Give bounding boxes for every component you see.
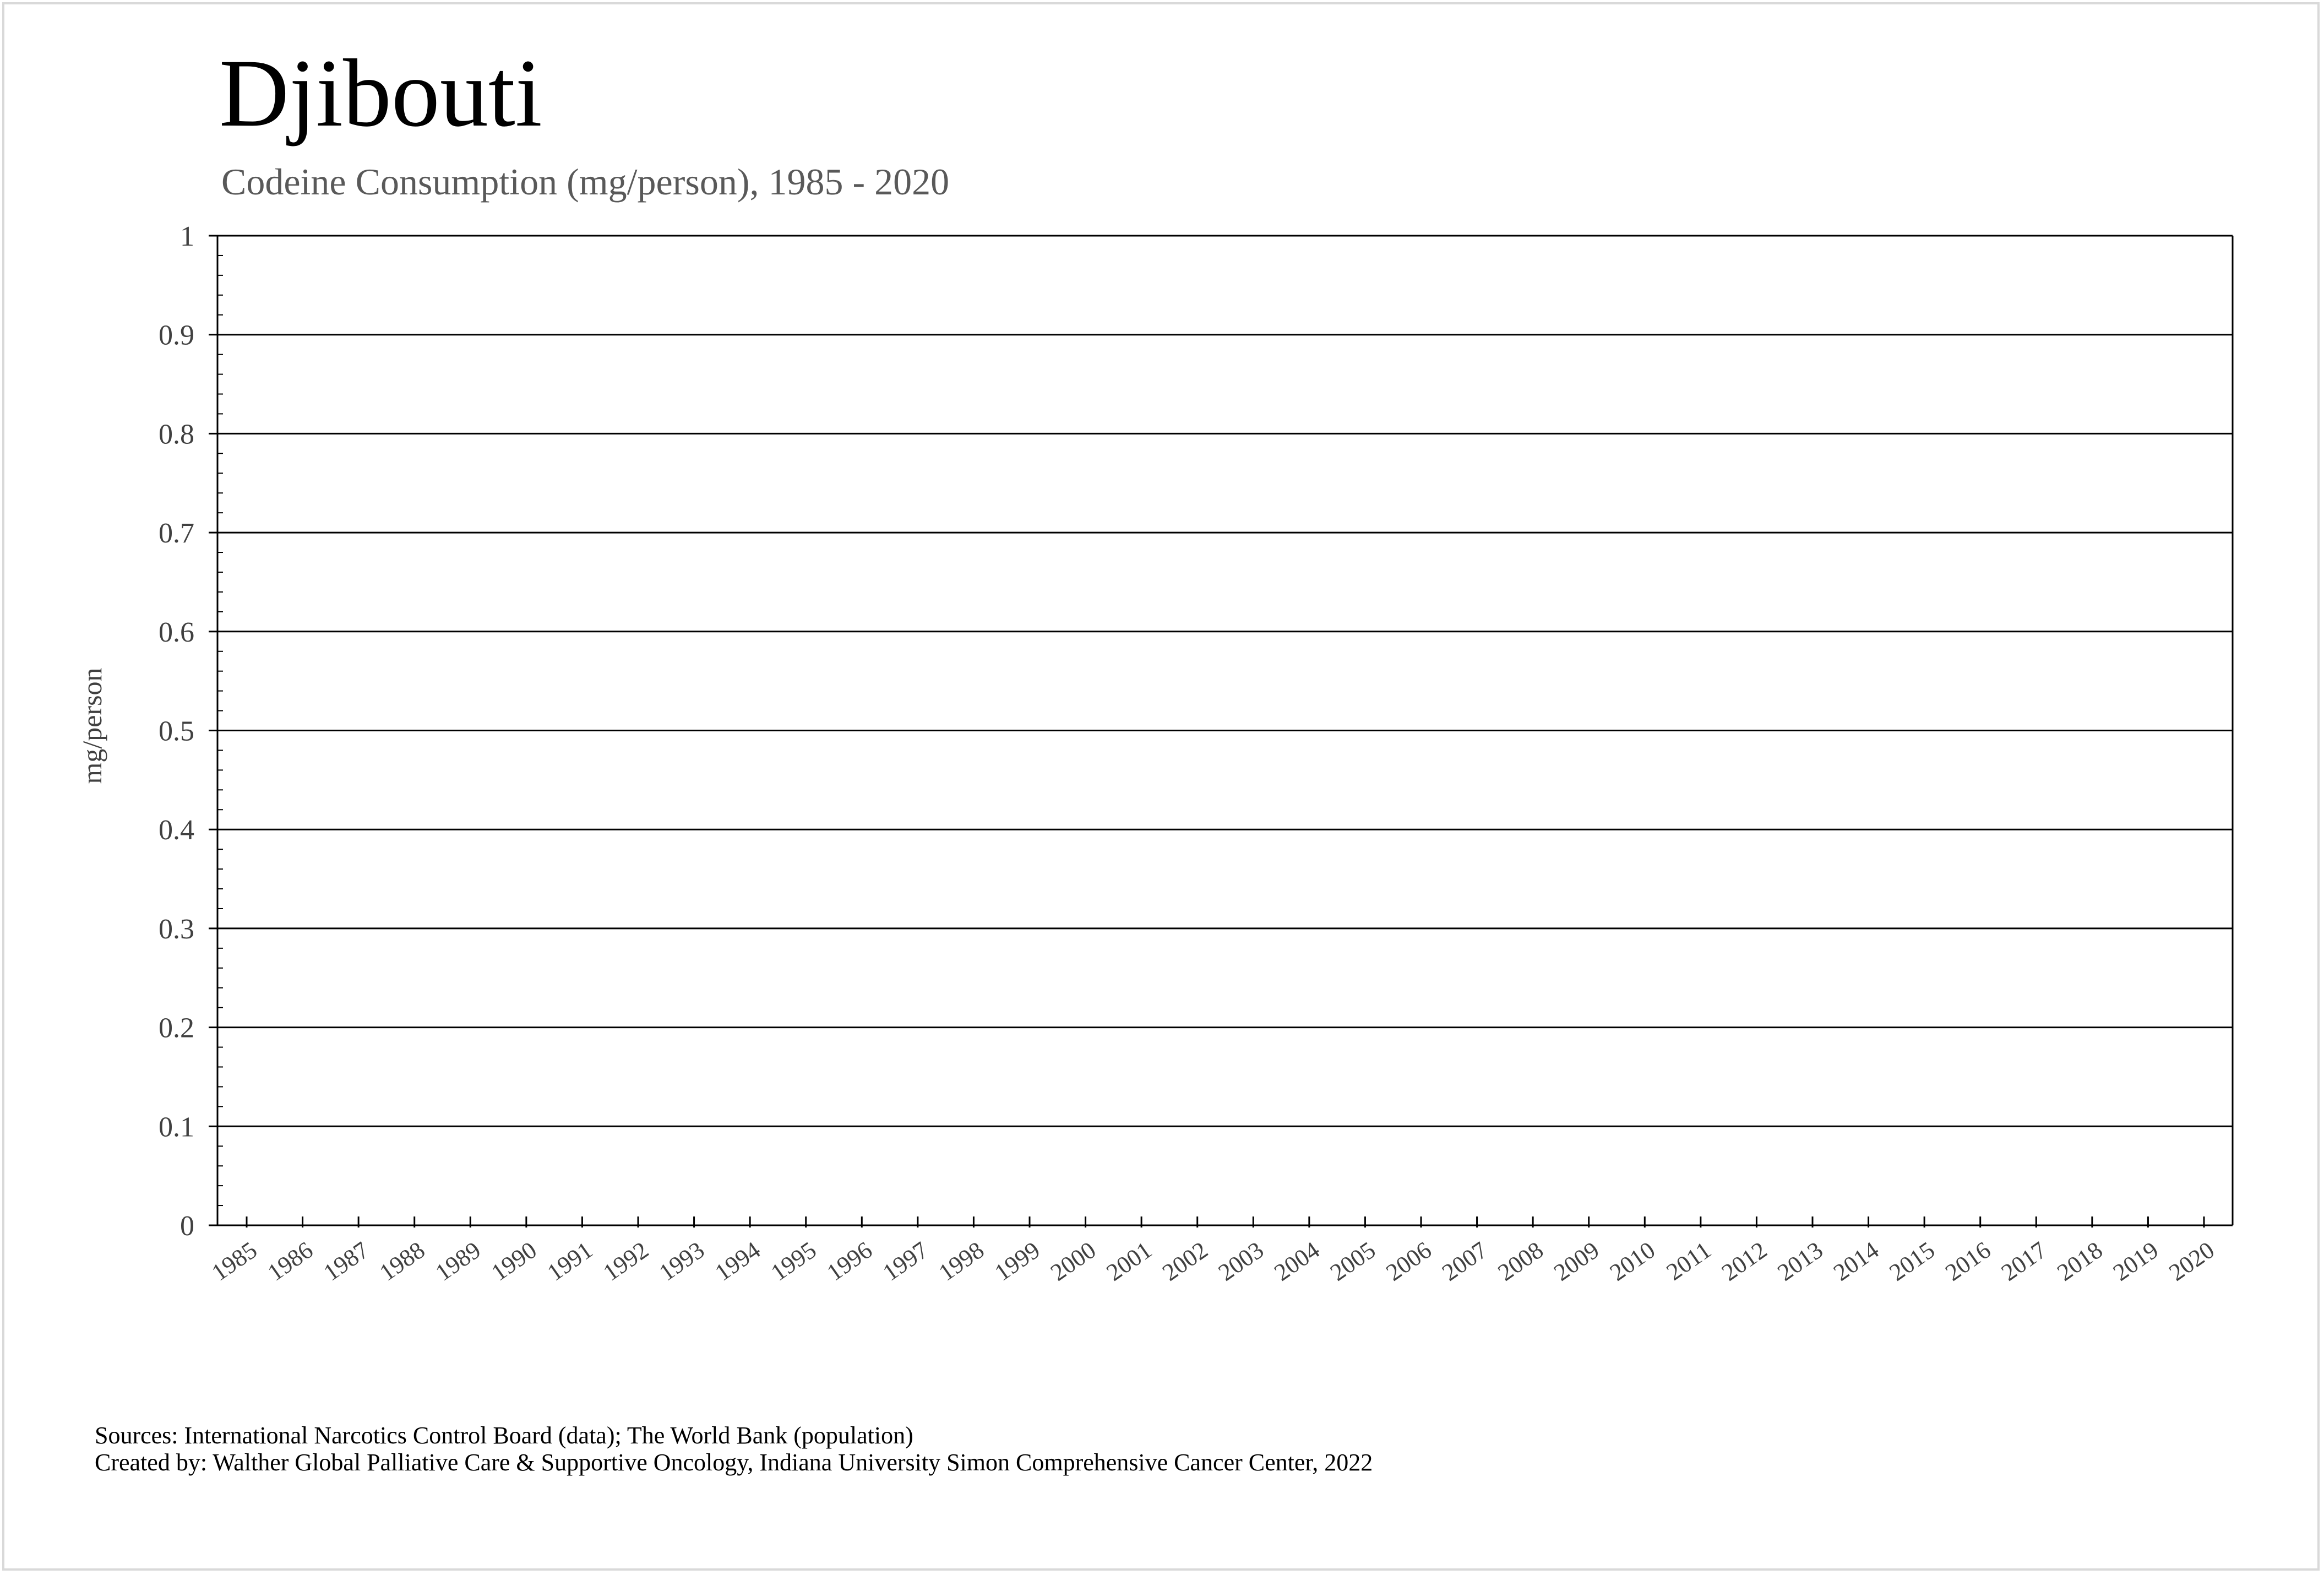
x-tick-label: 1992 (598, 1236, 654, 1286)
x-tick-label: 1995 (766, 1236, 821, 1286)
x-tick-label: 1986 (263, 1236, 318, 1286)
x-tick-label: 2019 (2108, 1236, 2164, 1286)
x-tick-label: 2011 (1661, 1236, 1716, 1286)
x-tick-label: 2012 (1716, 1236, 1772, 1286)
y-tick-label: 0.8 (159, 419, 194, 450)
x-tick-label: 1999 (989, 1236, 1045, 1286)
y-tick-label: 0.4 (159, 814, 194, 846)
x-tick-label: 1993 (654, 1236, 710, 1286)
x-tick-label: 2009 (1549, 1236, 1604, 1286)
x-tick-label: 2000 (1046, 1236, 1101, 1286)
y-tick-label: 0.5 (159, 715, 194, 747)
x-tick-label: 1988 (374, 1236, 430, 1286)
y-tick-label: 0.9 (159, 319, 194, 351)
footer-sources: Sources: International Narcotics Control Board (data); The World Bank (population) (95, 1422, 913, 1449)
x-tick-label: 2006 (1381, 1236, 1436, 1286)
gridlines (217, 236, 2233, 1126)
x-tick-labels (207, 1236, 2219, 1286)
x-tick-label: 2018 (2052, 1236, 2108, 1286)
y-tick-label: 0.7 (159, 518, 194, 550)
x-tick-label: 1998 (933, 1236, 989, 1286)
x-tick-label: 2005 (1325, 1236, 1381, 1286)
x-tick-label: 2002 (1157, 1236, 1213, 1286)
x-tick-label: 2003 (1213, 1236, 1269, 1286)
x-tick-label: 2010 (1604, 1236, 1661, 1286)
y-tick-label: 0.1 (159, 1111, 194, 1143)
axes (209, 236, 2233, 1228)
x-tick-label: 2017 (1996, 1236, 2052, 1286)
y-tick-labels (159, 221, 194, 1242)
chart-subtitle: Codeine Consumption (mg/person), 1985 - 2020 (221, 161, 950, 203)
x-tick-label: 1987 (318, 1236, 374, 1286)
x-tick-label: 1996 (821, 1236, 878, 1286)
y-tick-label: 0.2 (159, 1012, 194, 1044)
y-axis-label: mg/person (77, 667, 107, 784)
x-tick-label: 2007 (1437, 1236, 1493, 1286)
x-tick-label: 1989 (430, 1236, 486, 1286)
chart-title: Djibouti (219, 40, 542, 147)
x-tick-label: 1985 (206, 1236, 262, 1286)
footer-created-by: Created by: Walther Global Palliative Care & Supportive Oncology, Indiana University Simon Comprehensive Cancer Center, 2022 (95, 1449, 1373, 1476)
x-tick-label: 1997 (878, 1236, 933, 1286)
x-tick-label: 2004 (1269, 1236, 1325, 1286)
x-tick-label: 2013 (1772, 1236, 1828, 1286)
x-tick-label: 2014 (1828, 1236, 1884, 1286)
x-tick-label: 2015 (1884, 1236, 1940, 1286)
x-tick-label: 1994 (710, 1236, 765, 1286)
y-tick-label: 0 (180, 1210, 194, 1242)
x-tick-label: 2016 (1940, 1236, 1996, 1286)
y-tick-label: 1 (180, 221, 194, 252)
y-tick-label: 0.3 (159, 913, 194, 945)
x-tick-label: 1990 (486, 1236, 542, 1286)
x-tick-label: 1991 (542, 1236, 598, 1286)
y-tick-label: 0.6 (159, 616, 194, 648)
x-tick-label: 2008 (1493, 1236, 1548, 1286)
x-tick-label: 2001 (1101, 1236, 1157, 1286)
x-tick-label: 2020 (2164, 1236, 2219, 1286)
